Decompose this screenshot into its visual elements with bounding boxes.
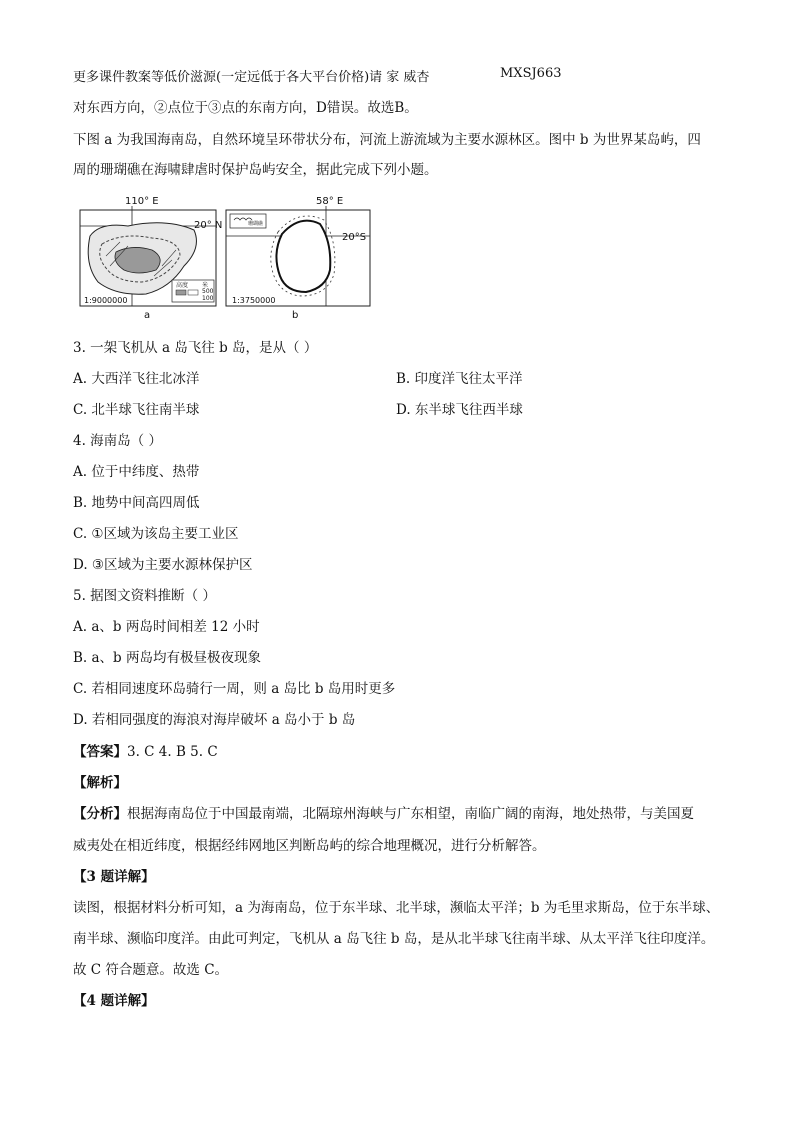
question-4-option-d: D. ③区域为主要水源林保护区: [73, 557, 253, 573]
analysis-text-1: 根据海南岛位于中国最南端，北隔琼州海峡与广东相望，南临广阔的南海，地处热带，与美国夏: [127, 806, 694, 822]
map-b-legend-label: 珊瑚礁: [248, 221, 264, 227]
answer-text: 3. C 4. B 5. C: [127, 744, 218, 760]
intro-line-2: 周的珊瑚礁在海啸肆虐时保护岛屿安全，据此完成下列小题。: [73, 162, 438, 178]
question-5-option-c: C. 若相同速度环岛骑行一周，则 a 岛比 b 岛用时更多: [73, 681, 396, 697]
question-3-option-b: B. 印度洋飞往太平洋: [396, 371, 523, 387]
detail-3-line-1: 读图，根据材料分析可知，a 为海南岛，位于东半球、北半球，濒临太平洋；b 为毛里求斯岛，位于东半球、: [73, 900, 720, 916]
question-3-option-c: C. 北半球飞往南半球: [73, 402, 200, 418]
question-4: 4. 海南岛（ ）: [73, 433, 162, 449]
map-a-legend-title: 高度: [176, 282, 189, 289]
analysis-line-2: 威夷处在相近纬度，根据经纬网地区判断岛屿的综合地理概况，进行分析解答。: [73, 838, 546, 854]
detail-4-title: 【4 题详解】: [73, 993, 155, 1009]
body-line-1: 对东西方向，②点位于③点的东南方向，D错误。故选B。: [73, 100, 418, 116]
question-5-option-a: A. a、b 两岛时间相差 12 小时: [73, 619, 260, 635]
map-a-legend-1: 米: [202, 282, 209, 289]
question-4-option-a: A. 位于中纬度、热带: [73, 464, 200, 480]
map-a-caption: a: [144, 310, 151, 321]
question-5-option-d: D. 若相同强度的海浪对海岸破坏 a 岛小于 b 岛: [73, 712, 356, 728]
map-figure: [76, 196, 376, 324]
analysis-line-1: [73, 804, 694, 824]
map-a-scale: 1:9000000: [84, 296, 128, 305]
map-b-scale: 1:3750000: [232, 296, 276, 305]
question-3-option-d: D. 东半球飞往西半球: [396, 402, 523, 418]
map-a-lon-label: 110° E: [125, 196, 159, 207]
map-b-lon-label: 58° E: [316, 196, 344, 207]
answer-label: 【答案】: [73, 744, 127, 760]
map-a-legend-3: 100: [202, 295, 214, 302]
analysis-title: 【解析】: [73, 775, 127, 791]
question-4-option-b: B. 地势中间高四周低: [73, 495, 200, 511]
question-5-option-b: B. a、b 两岛均有极昼极夜现象: [73, 650, 261, 666]
watermark-code: MXSJ663: [500, 66, 562, 81]
map-a-lat-label: 20° N: [194, 220, 223, 231]
answer-line: [73, 742, 218, 762]
detail-3-line-3: 故 C 符合题意。故选 C。: [73, 962, 229, 978]
watermark-text: 更多课件教案等低价滋源(一定远低于各大平台价格)请 家 威杏: [73, 70, 430, 85]
question-5: 5. 据图文资料推断（ ）: [73, 588, 216, 604]
map-b-lat-label: 20°S: [342, 232, 367, 243]
question-3-option-a: A. 大西洋飞往北冰洋: [73, 371, 200, 387]
map-a-legend-2: 500: [202, 288, 214, 295]
detail-3-line-2: 南半球、濒临印度洋。由此可判定，飞机从 a 岛飞往 b 岛，是从北半球飞往南半球、从太平洋飞往印度洋。: [73, 931, 715, 947]
map-b-caption: b: [292, 310, 299, 321]
mauritius-island: [276, 221, 330, 292]
intro-line-1: 下图 a 为我国海南岛，自然环境呈环带状分布，河流上游流域为主要水源林区。图中 b 为世界某岛屿，四: [73, 132, 701, 148]
detail-3-title: 【3 题详解】: [73, 869, 155, 885]
question-4-option-c: C. ①区域为该岛主要工业区: [73, 526, 239, 542]
analysis-label: 【分析】: [73, 806, 127, 822]
question-3: 3. 一架飞机从 a 岛飞往 b 岛，是从（ ）: [73, 340, 318, 356]
